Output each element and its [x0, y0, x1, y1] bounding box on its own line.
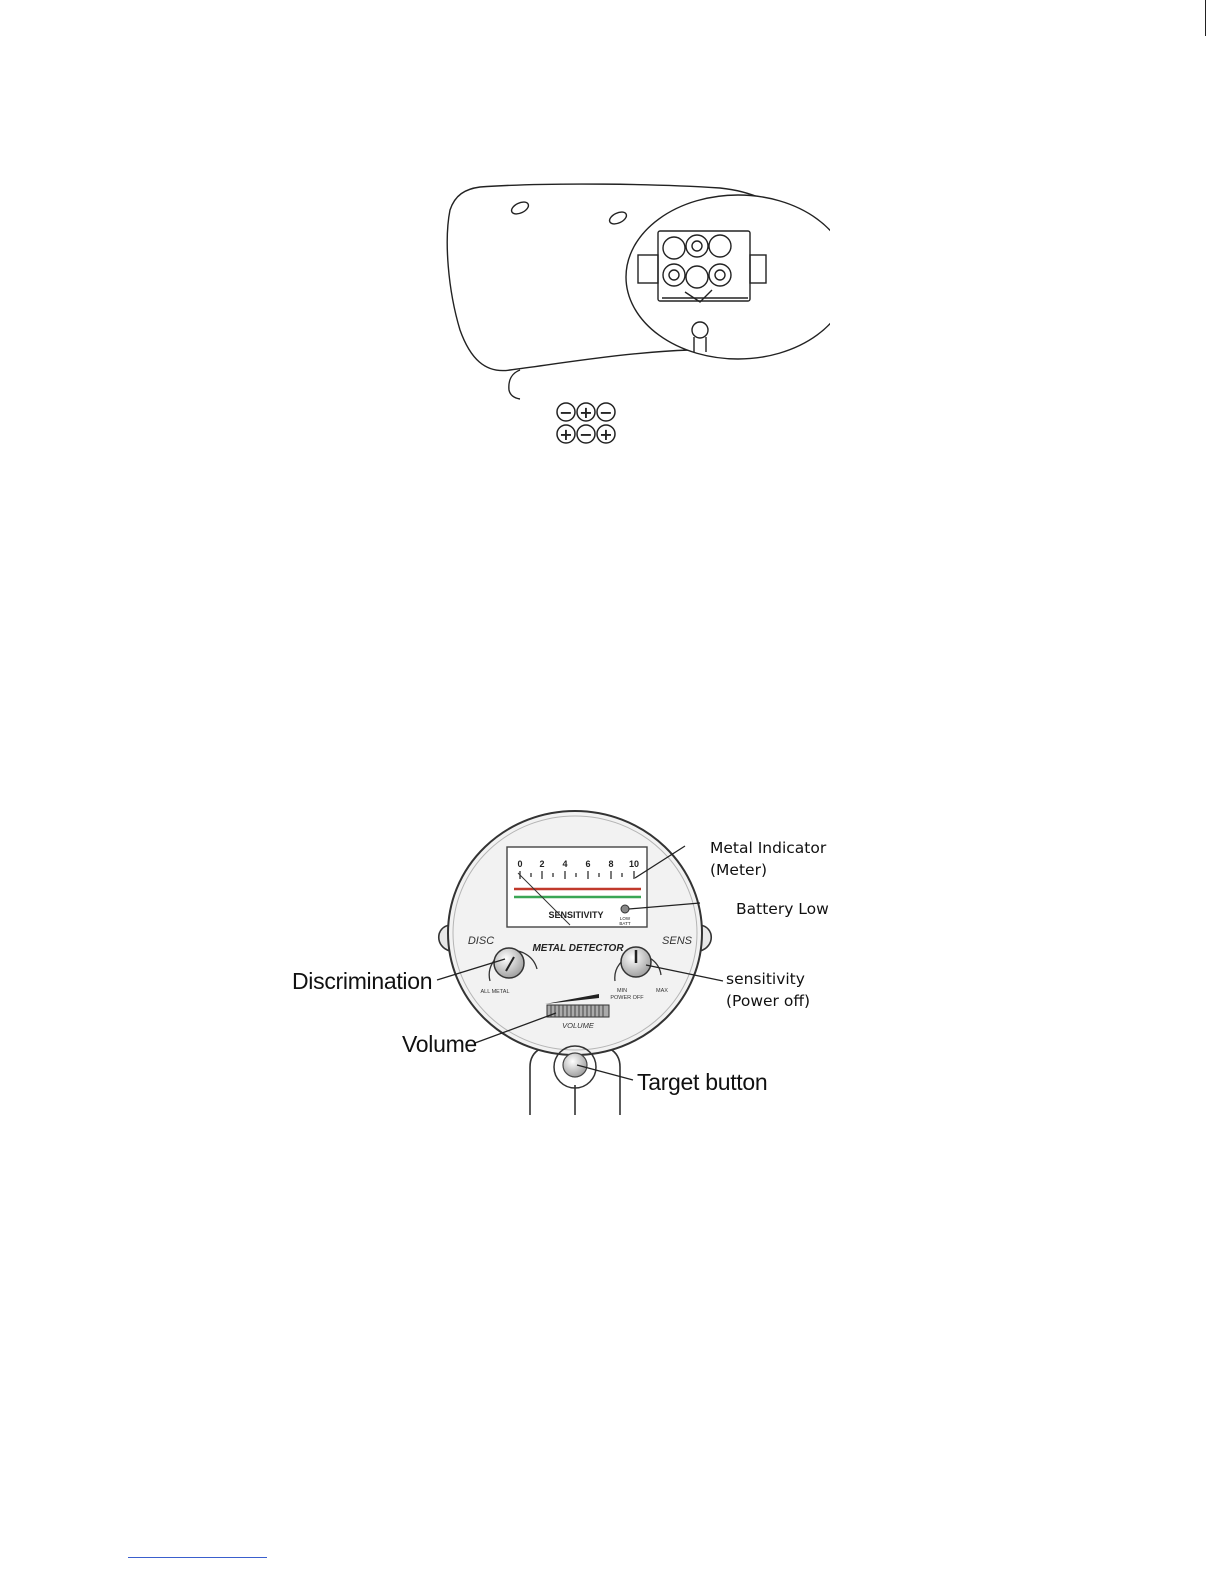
- sens-scale-power: POWER OFF: [610, 995, 644, 1001]
- polarity-r2-c3: +: [599, 425, 613, 444]
- callout-metal-indicator: [710, 837, 826, 881]
- volume-wheel-label: VOLUME: [562, 1021, 594, 1030]
- meter-tick-8: 8: [608, 859, 614, 869]
- callout-discrimination: Discrimination: [292, 968, 433, 994]
- polarity-r1-c3: −: [599, 403, 613, 422]
- sens-knob-label: SENS: [662, 935, 692, 947]
- polarity-r1-c2: +: [579, 403, 593, 422]
- disc-knob: [494, 948, 524, 978]
- housing-lower-lip: [509, 370, 520, 399]
- sens-scale-min: MIN: [616, 988, 628, 994]
- page-edge-line: [1205, 0, 1206, 36]
- meter-tick-6: 6: [585, 859, 591, 869]
- vent-1: [510, 200, 531, 217]
- target-button: [563, 1053, 587, 1077]
- meter-tick-4: 4: [562, 859, 568, 869]
- callout-sensitivity-line1: sensitivity: [726, 970, 805, 988]
- battery-compartment-figure: [430, 180, 830, 455]
- polarity-r2-c2: −: [579, 425, 593, 444]
- meter-tick-10: 10: [628, 859, 640, 869]
- callout-metal-indicator-line2: (Meter): [710, 861, 767, 879]
- battery-led-line1: LOW: [619, 916, 631, 921]
- brand-logo-text: METAL DETECTOR: [532, 943, 624, 954]
- volume-wheel: [547, 1005, 609, 1017]
- polarity-r2-c1: +: [559, 425, 573, 444]
- callout-target-button: Target button: [637, 1069, 768, 1095]
- callout-sensitivity-line2: (Power off): [726, 992, 811, 1010]
- battery-led: [621, 905, 629, 913]
- sens-scale-max: MAX: [656, 988, 668, 994]
- battery-led-line2: BATT: [619, 921, 631, 926]
- callout-battery-low: Battery Low: [736, 900, 829, 918]
- meter-label: SENSITIVITY: [548, 910, 604, 920]
- meter-tick-2: 2: [539, 859, 545, 869]
- disc-knob-label: DISC: [467, 935, 495, 947]
- vent-2: [608, 210, 629, 227]
- meter-tick-0: 0: [517, 859, 523, 869]
- callout-metal-indicator-line1: Metal Indicator: [710, 839, 827, 857]
- callout-sensitivity: [726, 968, 810, 1012]
- disc-knob-scale: ALL METAL: [480, 989, 510, 995]
- polarity-r1-c1: −: [559, 403, 573, 422]
- compartment-opening: [626, 195, 830, 359]
- callout-volume: Volume: [402, 1031, 477, 1057]
- footnote-rule: [128, 1557, 267, 1558]
